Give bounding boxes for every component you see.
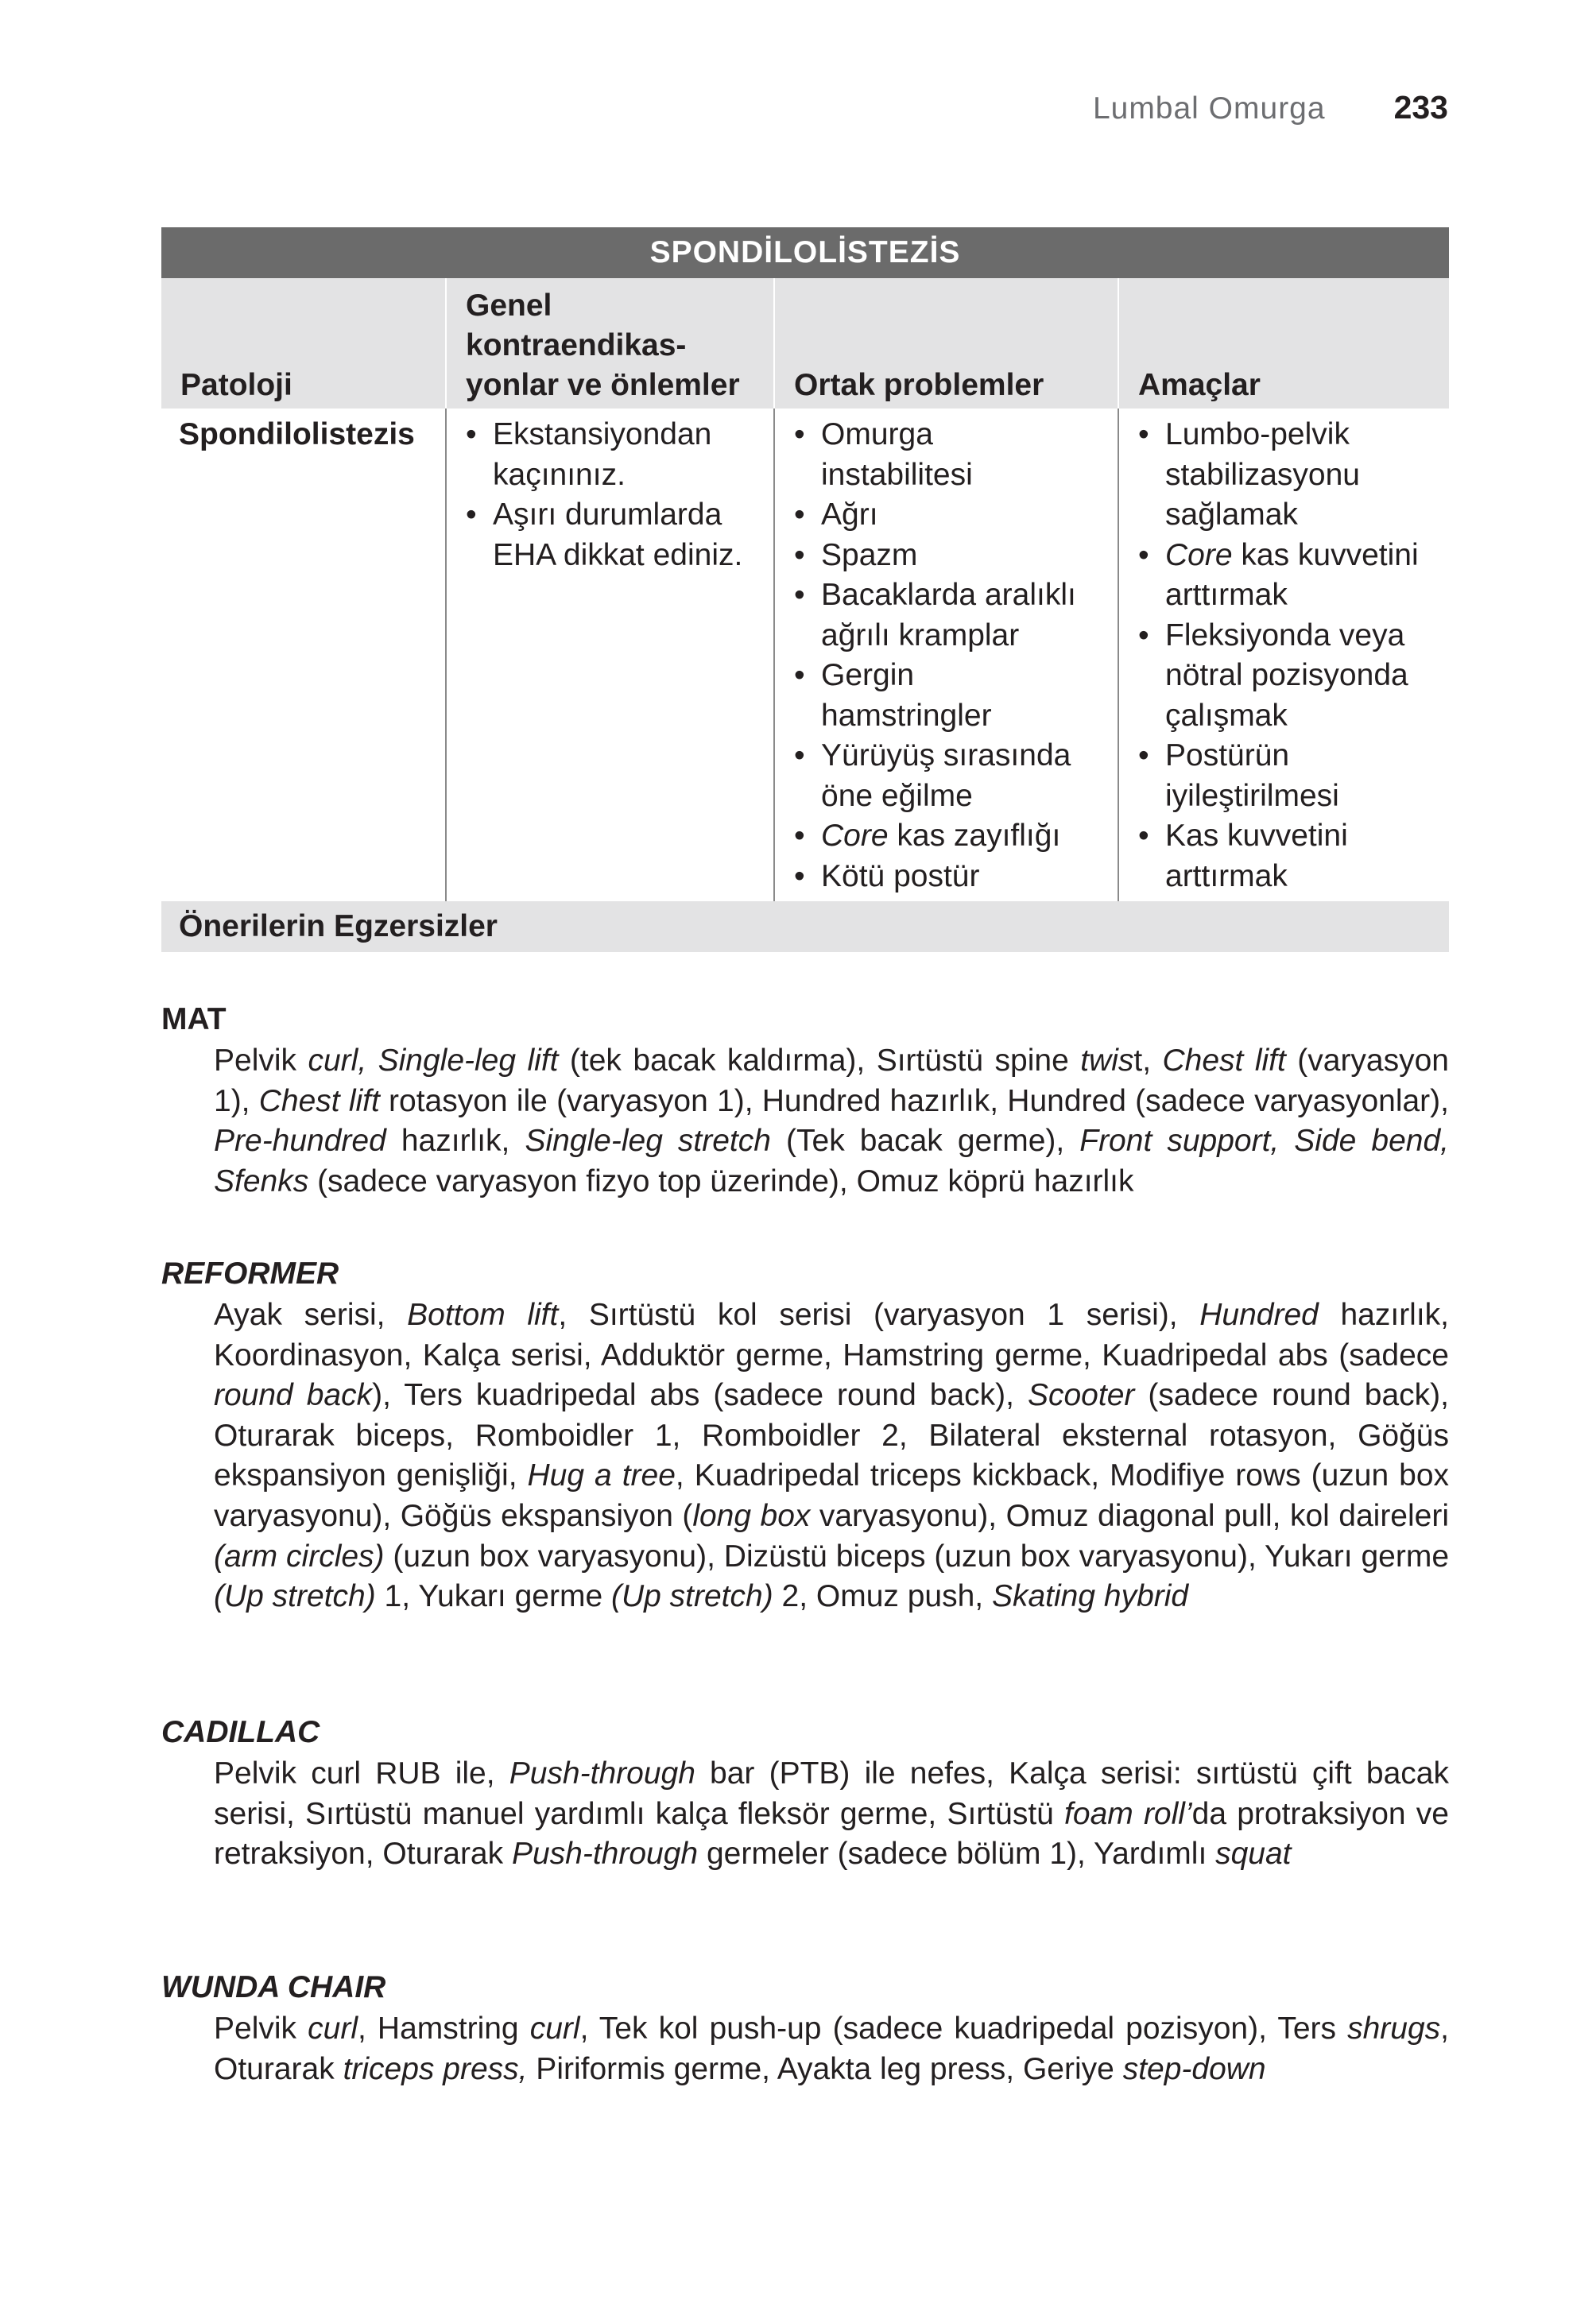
list-item: • Lumbo-pelvik stabilizasyonu sağlamak [1138, 415, 1449, 536]
list-item: • Spazm [794, 536, 1118, 576]
section-mat [161, 998, 1449, 1202]
table-body-row [161, 409, 1449, 901]
section-cadillac [161, 1711, 1449, 1875]
section-body: Pelvik curl RUB ile, Push-through bar (PTB) ile nefes, Kalça serisi: sırtüstü çift bacak serisi, Sırtüstü manuel yardımlı kalça fleksör germe, Sırtüstü foam roll’da protraksiyon ve retraksiyon, Oturarak Push-through germeler (sadece bölüm 1), Yardımlı squat [214, 1756, 1450, 1872]
list-item: • Fleksiyonda veya nötral pozisyonda çalışmak [1138, 616, 1449, 737]
header-patoloji: Patoloji [180, 368, 292, 402]
page-number: 233 [1393, 89, 1448, 126]
section-body: Ayak serisi, Bottom lift, Sırtüstü kol serisi (varyasyon 1 serisi), Hundred hazırlık, Koordinasyon, Kalça serisi, Adduktör germe, Hamstring germe, Kuadripedal abs (sadece round back), Ters kuadripedal abs (sadece round back), Scooter (sadece round back), Oturarak biceps, Romboidler 1, Romboidler 2, Bilateral eksternal rotasyon, Göğüs ekspansiyon genişliği, Hug a tree, Kuadripedal triceps kickback, Modifiye rows (uzun box varyasyonu), Göğüs ekspansiyon (long box varyasyonu), Omuz diagonal pull, kol daireleri (arm circles) (uzun box varyasyonu), Dizüstü biceps (uzun box varyasyonu), Yukarı germe (Up stretch) 1, Yukarı germe (Up stretch) 2, Omuz push, Skating hybrid [214, 1298, 1450, 1614]
table-title: SPONDİLOLİSTEZİS [161, 227, 1449, 278]
running-head [1093, 89, 1448, 126]
header-contraindications: Genel kontraendikas- yonlar ve önlemler [445, 278, 773, 409]
list-item: • Postürün iyileştirilmesi [1138, 736, 1449, 816]
section-reformer [161, 1253, 1449, 1617]
list-item: • Yürüyüş sırasında öne eğilme [794, 736, 1118, 816]
pathology-cell: Spondilolistezis [179, 417, 415, 451]
section-heading: CADILLAC [161, 1715, 320, 1749]
list-item: • Kas kuvvetini arttırmak [1138, 816, 1449, 896]
list-item: • Omurga instabilitesi [794, 415, 1118, 495]
list-item: • Bacaklarda aralıklı ağrılı kramplar [794, 575, 1118, 656]
table-footer: Önerilerin Egzersizler [161, 901, 1449, 952]
problems-cell [773, 409, 1118, 901]
header-goals: Amaçlar [1118, 278, 1449, 409]
spondylolisthesis-table [161, 227, 1449, 952]
table-header-row [161, 278, 1449, 409]
list-item: • Gergin hamstringler [794, 656, 1118, 736]
list-item: • Ağrı [794, 495, 1118, 536]
header-problems: Ortak problemler [773, 278, 1118, 409]
section-heading: WUNDA CHAIR [161, 1970, 386, 2004]
goals-cell [1118, 409, 1449, 901]
list-item: • Core kas kuvvetini arttırmak [1138, 536, 1449, 616]
list-item: • Kötü postür [794, 857, 1118, 897]
list-item: • Core kas zayıflığı [794, 816, 1118, 857]
section-heading: MAT [161, 1002, 227, 1036]
running-title: Lumbal Omurga [1092, 91, 1326, 126]
section-wunda-chair [161, 1966, 1449, 2089]
section-body: Pelvik curl, Single-leg lift (tek bacak kaldırma), Sırtüstü spine twist, Chest lift (varyasyon 1), Chest lift rotasyon ile (varyasyon 1), Hundred hazırlık, Hundred (sadece varyasyonlar), Pre-hundred hazırlık, Single-leg stretch (Tek bacak germe), Front support, Side bend, Sfenks (sadece varyasyon fizyo top üzerinde), Omuz köprü hazırlık [214, 1044, 1450, 1198]
section-body: Pelvik curl, Hamstring curl, Tek kol push-up (sadece kuadripedal pozisyon), Ters shrugs, Oturarak triceps press, Piriformis germe, Ayakta leg press, Geriye step-down [214, 2012, 1449, 2086]
list-item: • Ekstansiyondan kaçınınız. [466, 415, 773, 495]
section-heading: REFORMER [161, 1256, 339, 1291]
contra-cell [445, 409, 773, 901]
list-item: • Aşırı durumlarda EHA dikkat ediniz. [466, 495, 773, 575]
